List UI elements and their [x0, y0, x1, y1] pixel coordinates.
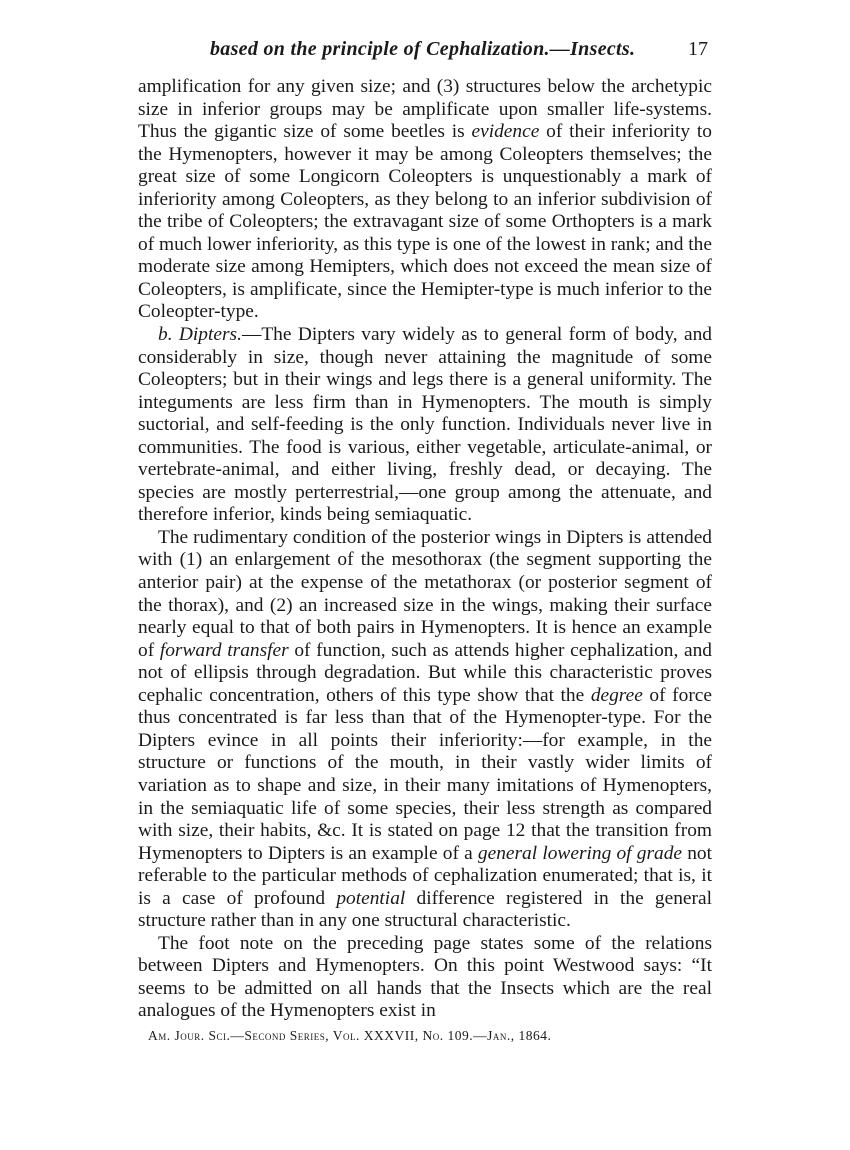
text-run: amplification for any given size; and (3) structures below the archetypic size in inferior groups may be amplificate upon smaller life-systems. Thus the gigantic size of some beetles is: [138, 76, 712, 143]
emphasis-general-lowering: general lowering of grade: [477, 842, 683, 864]
emphasis-forward-transfer: forward transfer: [159, 639, 289, 661]
text-run: The foot note on the preceding page states some of the relations between Dipters and Hymenopters. On this point Westwood says: “It seems to be admitted on all hands that the Insects which are the real analogues of the Hymenopters exist in: [138, 932, 712, 1022]
paragraph-foot-note: [138, 933, 712, 1023]
journal-citation: Am. Jour. Sci.—Second Series, Vol. XXXVII, No. 109.—Jan., 1864.: [148, 1027, 552, 1043]
paragraph-size-inferiority: [138, 76, 712, 324]
running-title: based on the principle of Cephalization.—Insects.: [210, 38, 636, 60]
journal-footer: [138, 1028, 712, 1044]
text-run: —The Dipters vary widely as to general form of body, and considerably in size, though never attaining the magnitude of some Coleopters; but in their wings and legs there is a general uniformity. The integuments are less firm than in Hymenopters. The mouth is simply suctorial, and self-feeding is the only function. Individuals never live in communities. The food is various, either vegetable, articulate-animal, or vertebrate-animal, and either living, freshly dead, or decaying. The species are mostly perterrestrial,—one group among the attenuate, and therefore inferior, kinds being semiaquatic.: [138, 324, 712, 526]
paragraph-wings: [138, 527, 712, 933]
text-run: not referable to the particular methods of cephalization enumerated; that is, it is a case of profound: [138, 842, 712, 909]
page-number: 17: [688, 38, 708, 60]
book-page: [138, 32, 712, 1122]
running-head: [138, 32, 712, 76]
text-run: of their inferiority to the Hymenopters, however it may be among Coleopters themselves; the great size of some Longicorn Coleopters is unquestionably a mark of inferiority among Coleopters, as they belong to an inferior subdivision of the tribe of Coleopters; the extravagant size of some Orthopters is a mark of much lower inferiority, as this type is one of the lowest in rank; and the moderate size among Hemipters, which does not exceed the mean size of Coleopters, is amplificate, since the Hemipter-type is much inferior to the Coleopter-type.: [138, 121, 712, 323]
emphasis-degree: degree: [590, 684, 643, 706]
emphasis-evidence: evidence: [471, 121, 540, 143]
text-run: difference registered in the general structure rather than in any one structural characteristic.: [138, 887, 712, 932]
emphasis-potential: potential: [336, 887, 406, 909]
paragraph-dipters: [138, 324, 712, 527]
body-text: [138, 76, 712, 1023]
text-run: of force thus concentrated is far less than that of the Hymenopter-type. For the Dipters evince in all points their inferiority:—for example, in the structure or functions of the mouth, in their vastly wider limits of variation as to shape and size, in their many imitations of Hymenopters, in the semiaquatic life of some species, their less strength as compared with size, their habits, &c. It is stated on page 12 that the transition from Hymenopters to Dipters is an example of a: [138, 684, 712, 864]
section-heading-dipters: b. Dipters.: [158, 324, 242, 346]
text-run: The rudimentary condition of the posterior wings in Dipters is attended with (1) an enlargement of the mesothorax (the segment supporting the anterior pair) at the expense of the metathorax (or posterior segment of the thorax), and (2) an increased size in the wings, making their surface nearly equal to that of both pairs in Hymenopters. It is hence an example of: [138, 526, 712, 661]
text-run: of function, such as attends higher cephalization, and not of ellipsis through degradation. But while this characteristic proves cephalic concentration, others of this type show that the: [138, 639, 712, 706]
